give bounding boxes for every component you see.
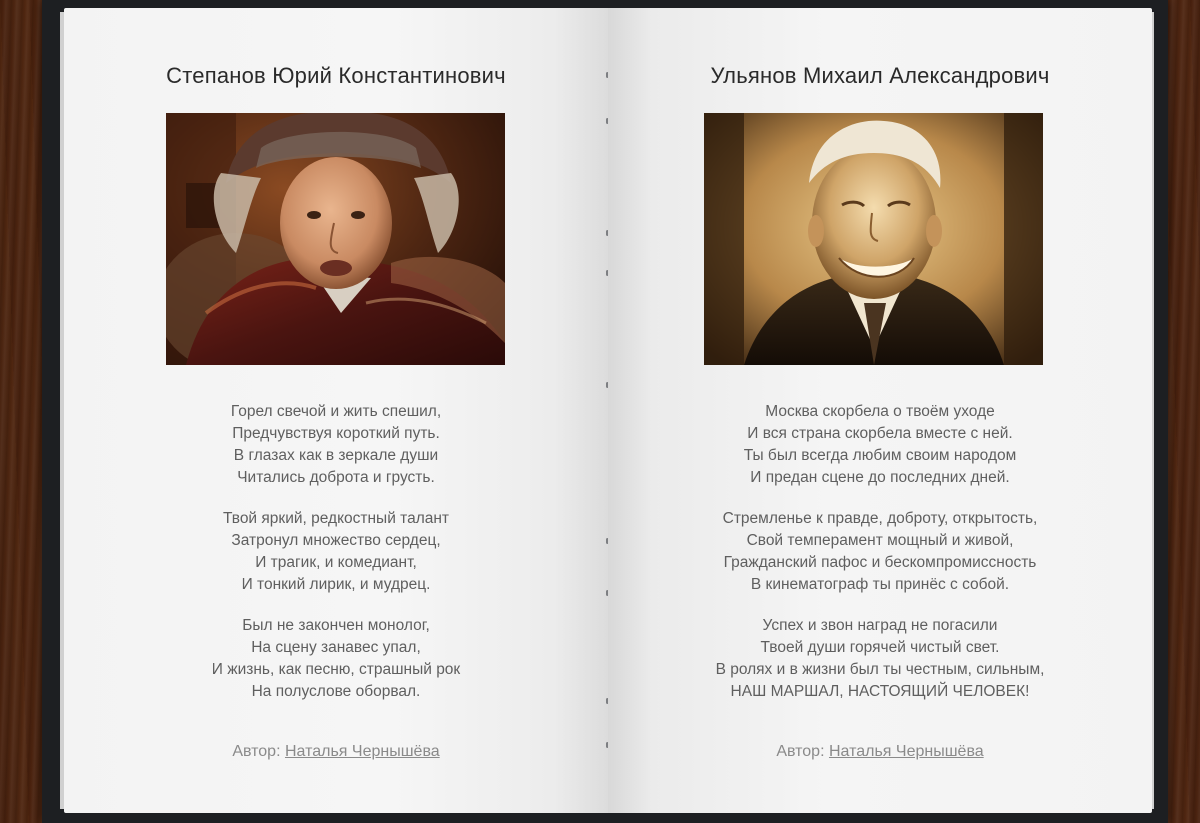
poem-line: Стремленье к правде, доброту, открытость, [722, 510, 1038, 527]
poem-stanza [64, 401, 608, 489]
poem-line: Гражданский пафос и бескомпромиссность [723, 554, 1037, 571]
actor-photo [704, 113, 1043, 365]
poem-line: Твоей души горячей чистый свет. [760, 639, 1000, 656]
poem-line: НАШ МАРШАЛ, НАСТОЯЩИЙ ЧЕЛОВЕК! [730, 683, 1030, 700]
poem-line: Твой яркий, редкостный талант [222, 510, 450, 527]
poem-line: Успех и звон наград не погасили [762, 617, 998, 634]
left-page [64, 8, 608, 813]
poem-stanza [608, 401, 1152, 489]
poem-stanza [64, 615, 608, 703]
poem-line: Ты был всегда любим своим народом [743, 447, 1017, 464]
poem-stanza [608, 615, 1152, 703]
poem-line: Свой темперамент мощный и живой, [746, 532, 1014, 549]
poem-line: Предчувствуя короткий путь. [232, 425, 440, 442]
author-line [64, 743, 608, 761]
actor-name: Степанов Юрий Константинович [166, 63, 506, 88]
poem [608, 401, 1152, 722]
poem-stanza [608, 508, 1152, 596]
poem-line: Москва скорбела о твоём уходе [765, 403, 995, 420]
author-link[interactable]: Наталья Чернышёва [828, 743, 984, 760]
author-label: Автор: [232, 743, 281, 760]
actor-name: Ульянов Михаил Александрович [710, 63, 1050, 88]
poem-line: И предан сцене до последних дней. [750, 469, 1010, 486]
poem-line: И жизнь, как песню, страшный рок [211, 661, 461, 678]
poem-stanza [64, 508, 608, 596]
poem-line: В ролях и в жизни был ты честным, сильным, [715, 661, 1045, 678]
right-page [608, 8, 1152, 813]
poem [64, 401, 608, 722]
author-label: Автор: [776, 743, 825, 760]
poem-line: Затронул множество сердец, [231, 532, 441, 549]
poem-line: И тонкий лирик, и мудрец. [241, 576, 431, 593]
poem-line: На полуслове оборвал. [251, 683, 421, 700]
poem-line: В кинематограф ты принёс с собой. [750, 576, 1010, 593]
poem-line: И вся страна скорбела вместе с ней. [747, 425, 1013, 442]
poem-line: На сцену занавес упал, [251, 639, 421, 656]
actor-photo [166, 113, 505, 365]
poem-line: Горел свечой и жить спешил, [230, 403, 442, 420]
author-link[interactable]: Наталья Чернышёва [284, 743, 440, 760]
poem-line: В глазах как в зеркале души [233, 447, 439, 464]
poem-line: И трагик, и комедиант, [255, 554, 417, 571]
poem-line: Читались доброта и грусть. [237, 469, 435, 486]
author-line [608, 743, 1152, 761]
poem-line: Был не закончен монолог, [242, 617, 430, 634]
